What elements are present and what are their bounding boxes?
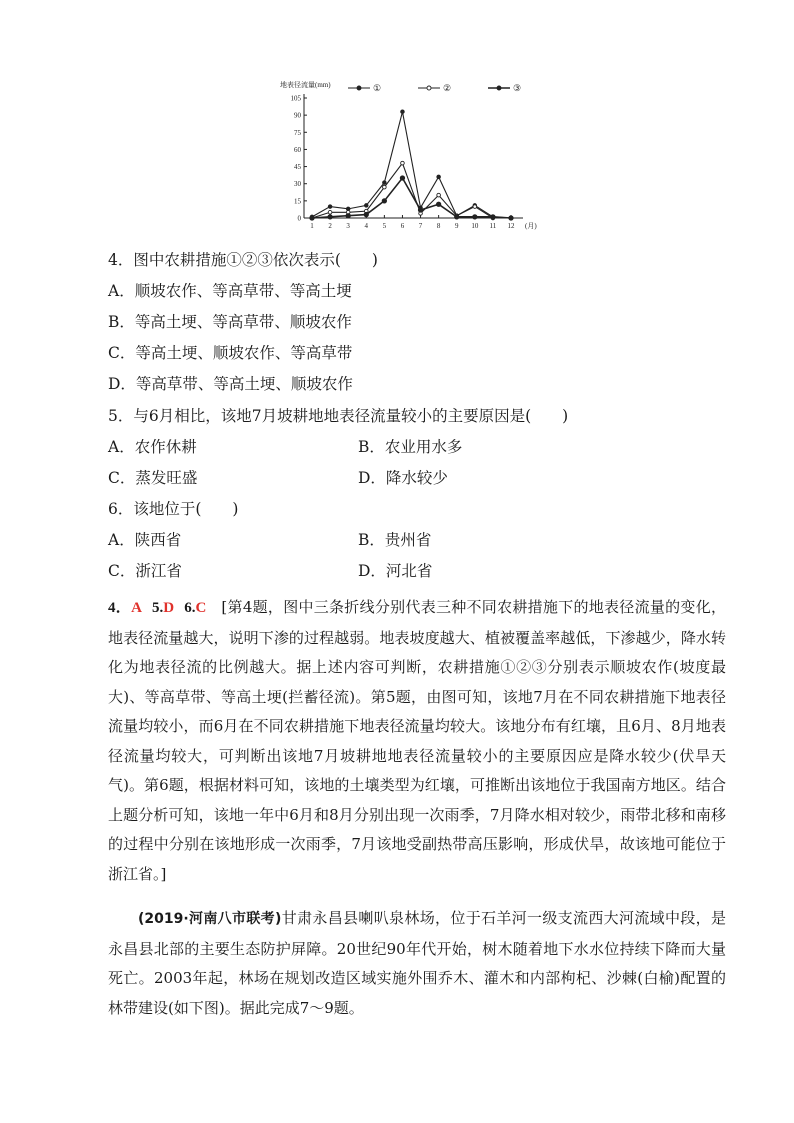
q4-option-c: C．等高土埂、顺坡农作、等高草带 [108,344,353,362]
data-point [346,214,350,218]
x-tick-label: 12 [507,222,515,230]
x-tick-label: 7 [418,222,423,230]
runoff-chart-svg [278,78,540,238]
x-tick-label: 9 [454,222,459,230]
answer-text: [第4题，图中三条折线分别代表三种不同农耕措施下的地表径流量的变化，地表径流量越大，说明下渗的过程越弱。地表坡度越大、植被覆盖率越低，下渗越少，降水转化为地表径流的比例越大。据上述内容可判断，农耕措施①②③分别表示顺坡农作(坡度最大)、等高草带、等高土埂(拦蓄径流)。第5题，由图可知，该地7月在不同农耕措施下地表径流量均较小，而6月在不同农耕措施下地表径流量均较大。该地分布有红壤，且6月、8月地表径流量均较大，可判断出该地7月坡耕地地表径流量较小的主要原因应是降水较少(伏旱天气)。第6题，根据材料可知，该地的土壤类型为红壤，可推断出该地位于我国南方地区。结合上题分析可知，该地一年中6月和8月分别出现一次雨季，7月降水相对较少，雨带北移和南移的过程中分别在该地形成一次雨季，7月该地受副热带高压影响，形成伏旱，故该地可能位于浙江省。] [108,598,726,883]
question-4-stem: 4．图中农耕措施①②③依次表示( ) [108,251,378,269]
q6-option-c: C．浙江省 [108,562,182,580]
y-tick-label: 45 [294,163,301,172]
x-tick-label: 6 [400,222,405,230]
data-point [382,199,386,203]
q4-option-a: A．顺坡农作、等高草带、等高土埂 [108,282,352,300]
data-point [364,212,368,216]
data-point [509,216,513,220]
question-5-stem: 5．与6月相比，该地7月坡耕地地表径流量较小的主要原因是( ) [108,407,569,425]
q5-option-b: B．农业用水多 [358,438,463,456]
x-tick-label: 10 [471,222,479,230]
answer-key-5: D [163,600,175,616]
answer-key-6: C [195,600,207,616]
answer-number-4: 4． [108,600,132,616]
passage-paragraph [108,904,726,1023]
x-tick-label: 4 [364,222,369,230]
data-point [401,161,405,165]
x-tick-label: 8 [436,222,441,230]
q5-option-a: A．农作休耕 [108,438,197,456]
data-point [310,216,314,220]
data-point [328,210,332,214]
question-6-stem: 6．该地位于( ) [108,500,239,518]
passage-text: 甘肃永昌县喇叭泉林场，位于石羊河一级支流西大河流域中段，是永昌县北部的主要生态防护屏障。20世纪90年代开始，树木随着地下水水位持续下降而大量死亡。2003年起，林场在规划改造区域实施外围乔木、灌木和内部枸杞、沙棘(白榆)配置的林带建设(如下图)。据此完成7～9题。 [108,909,726,1017]
data-point [364,204,368,208]
legend-marker-1 [357,86,361,90]
series-line-1 [312,112,511,218]
x-tick-label: 11 [489,222,497,230]
y-axis-label: 地表径流量(mm) [280,81,331,89]
y-tick-label: 105 [290,94,301,103]
answer-key-4: A [131,600,142,616]
data-point [437,175,441,179]
legend-marker-2 [427,86,431,90]
data-point [328,205,332,209]
data-point [328,215,332,219]
q6-option-b: B．贵州省 [358,531,432,549]
y-tick-label: 75 [294,128,301,137]
data-point [383,185,387,189]
data-point [491,215,495,219]
data-point [401,110,405,114]
data-point [473,205,477,209]
x-tick-label: 1 [310,222,314,230]
answer-number-6: 6. [184,600,196,616]
data-point [436,202,440,206]
y-tick-label: 30 [294,180,301,189]
legend-label-2: ② [443,83,452,93]
y-tick-label: 60 [294,145,301,154]
data-point [455,215,459,219]
x-tick-label: 3 [346,222,350,230]
q6-option-a: A．陕西省 [108,531,182,549]
y-tick-label: 90 [294,111,301,120]
x-axis-label: (月) [525,222,537,230]
y-tick-label: 0 [297,214,301,223]
data-point [400,176,404,180]
answer-number-5: 5. [152,600,164,616]
data-point [473,215,477,219]
answer-explanation [108,593,726,889]
q5-option-d: D．降水较少 [358,469,448,487]
q4-option-b: B．等高土埂、等高草带、顺坡农作 [108,313,352,331]
data-point [418,208,422,212]
y-tick-label: 15 [294,197,301,206]
data-point [437,193,441,197]
q4-option-d: D．等高草带、等高土埂、顺坡农作 [108,375,353,393]
data-point [383,181,387,185]
legend-label-1: ① [373,83,382,93]
passage-source: (2019·河南八市联考) [138,911,282,927]
legend-label-3: ③ [513,83,522,93]
runoff-chart [278,78,540,238]
q5-option-c: C．蒸发旺盛 [108,469,198,487]
legend-marker-3 [497,86,501,90]
q6-option-d: D．河北省 [358,562,433,580]
x-tick-label: 2 [328,222,332,230]
x-tick-label: 5 [382,222,387,230]
